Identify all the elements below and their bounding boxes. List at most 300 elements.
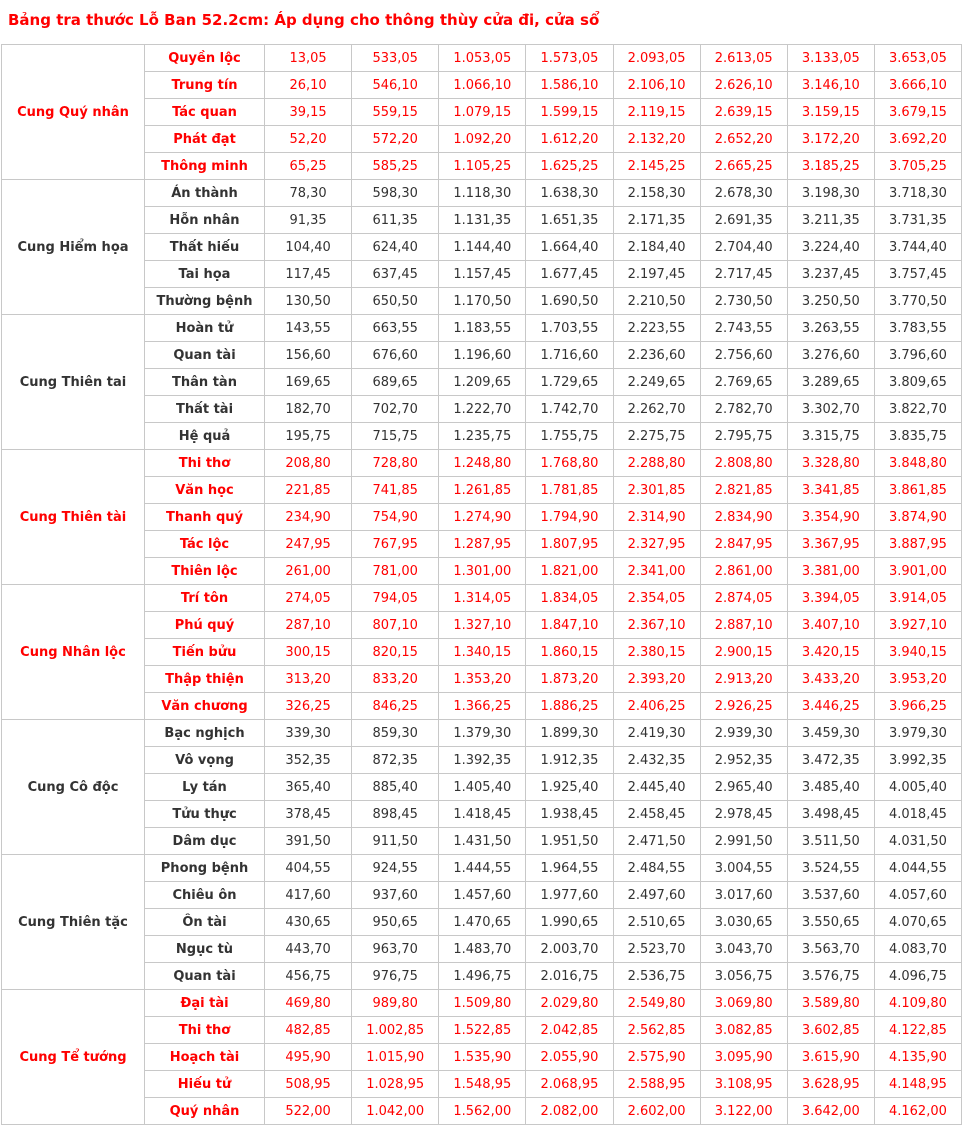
value-cell: 2.562,85 [613, 1017, 700, 1044]
value-cell: 1.599,15 [526, 99, 613, 126]
value-cell: 4.096,75 [874, 963, 961, 990]
value-cell: 1.990,65 [526, 909, 613, 936]
value-cell: 4.162,00 [874, 1098, 961, 1125]
value-cell: 2.887,10 [700, 612, 787, 639]
value-cell: 1.015,90 [352, 1044, 439, 1071]
row-label-cell: Hiếu tử [145, 1071, 265, 1098]
row-label-cell: Quý nhân [145, 1098, 265, 1125]
value-cell: 1.847,10 [526, 612, 613, 639]
row-label-cell: Thanh quý [145, 504, 265, 531]
table-row [2, 477, 962, 504]
value-cell: 794,05 [352, 585, 439, 612]
row-label-cell: Dâm dục [145, 828, 265, 855]
value-cell: 1.066,10 [439, 72, 526, 99]
value-cell: 3.315,75 [787, 423, 874, 450]
value-cell: 2.042,85 [526, 1017, 613, 1044]
value-cell: 807,10 [352, 612, 439, 639]
value-cell: 1.535,90 [439, 1044, 526, 1071]
row-label-cell: Tác quan [145, 99, 265, 126]
value-cell: 2.602,00 [613, 1098, 700, 1125]
row-label-cell: Ngục tù [145, 936, 265, 963]
value-cell: 4.083,70 [874, 936, 961, 963]
value-cell: 3.979,30 [874, 720, 961, 747]
value-cell: 339,30 [265, 720, 352, 747]
value-cell: 2.536,75 [613, 963, 700, 990]
value-cell: 781,00 [352, 558, 439, 585]
value-cell: 3.069,80 [700, 990, 787, 1017]
value-cell: 3.472,35 [787, 747, 874, 774]
row-label-cell: Thi thơ [145, 1017, 265, 1044]
value-cell: 3.043,70 [700, 936, 787, 963]
value-cell: 689,65 [352, 369, 439, 396]
value-cell: 1.042,00 [352, 1098, 439, 1125]
value-cell: 2.106,10 [613, 72, 700, 99]
table-row [2, 153, 962, 180]
value-cell: 937,60 [352, 882, 439, 909]
table-row [2, 612, 962, 639]
row-label-cell: Tửu thực [145, 801, 265, 828]
value-cell: 2.939,30 [700, 720, 787, 747]
value-cell: 4.031,50 [874, 828, 961, 855]
value-cell: 1.860,15 [526, 639, 613, 666]
table-row [2, 882, 962, 909]
row-label-cell: Thập thiện [145, 666, 265, 693]
value-cell: 559,15 [352, 99, 439, 126]
value-cell: 1.470,65 [439, 909, 526, 936]
table-row [2, 774, 962, 801]
value-cell: 3.108,95 [700, 1071, 787, 1098]
group-name-cell: Cung Thiên tai [2, 315, 145, 450]
row-label-cell: Quyền lộc [145, 45, 265, 72]
value-cell: 1.742,70 [526, 396, 613, 423]
value-cell: 3.731,35 [874, 207, 961, 234]
value-cell: 3.901,00 [874, 558, 961, 585]
value-cell: 2.158,30 [613, 180, 700, 207]
value-cell: 3.783,55 [874, 315, 961, 342]
value-cell: 3.172,20 [787, 126, 874, 153]
value-cell: 598,30 [352, 180, 439, 207]
value-cell: 1.612,20 [526, 126, 613, 153]
value-cell: 1.925,40 [526, 774, 613, 801]
loban-lookup-table [1, 44, 962, 1125]
value-cell: 1.912,35 [526, 747, 613, 774]
value-cell: 2.652,20 [700, 126, 787, 153]
table-row [2, 261, 962, 288]
row-label-cell: Thiên lộc [145, 558, 265, 585]
value-cell: 1.366,25 [439, 693, 526, 720]
value-cell: 1.274,90 [439, 504, 526, 531]
value-cell: 2.821,85 [700, 477, 787, 504]
row-label-cell: Hoạch tài [145, 1044, 265, 1071]
value-cell: 2.406,25 [613, 693, 700, 720]
row-label-cell: Hỗn nhân [145, 207, 265, 234]
value-cell: 1.690,50 [526, 288, 613, 315]
table-row [2, 585, 962, 612]
value-cell: 352,35 [265, 747, 352, 774]
value-cell: 1.353,20 [439, 666, 526, 693]
value-cell: 1.392,35 [439, 747, 526, 774]
table-row [2, 1098, 962, 1125]
row-label-cell: Thi thơ [145, 450, 265, 477]
value-cell: 3.718,30 [874, 180, 961, 207]
value-cell: 3.433,20 [787, 666, 874, 693]
row-label-cell: Án thành [145, 180, 265, 207]
value-cell: 3.887,95 [874, 531, 961, 558]
value-cell: 2.275,75 [613, 423, 700, 450]
value-cell: 1.977,60 [526, 882, 613, 909]
value-cell: 261,00 [265, 558, 352, 585]
value-cell: 3.146,10 [787, 72, 874, 99]
value-cell: 3.666,10 [874, 72, 961, 99]
value-cell: 3.459,30 [787, 720, 874, 747]
value-cell: 1.301,00 [439, 558, 526, 585]
value-cell: 1.794,90 [526, 504, 613, 531]
page [0, 9, 963, 1125]
value-cell: 1.248,80 [439, 450, 526, 477]
value-cell: 2.834,90 [700, 504, 787, 531]
value-cell: 1.444,55 [439, 855, 526, 882]
value-cell: 3.498,45 [787, 801, 874, 828]
table-row [2, 828, 962, 855]
row-label-cell: Thông minh [145, 153, 265, 180]
value-cell: 3.328,80 [787, 450, 874, 477]
value-cell: 1.951,50 [526, 828, 613, 855]
value-cell: 2.314,90 [613, 504, 700, 531]
value-cell: 2.380,15 [613, 639, 700, 666]
value-cell: 2.236,60 [613, 342, 700, 369]
table-row [2, 1044, 962, 1071]
value-cell: 1.522,85 [439, 1017, 526, 1044]
row-label-cell: Chiêu ôn [145, 882, 265, 909]
table-row [2, 909, 962, 936]
value-cell: 2.626,10 [700, 72, 787, 99]
row-label-cell: Quan tài [145, 342, 265, 369]
table-row [2, 207, 962, 234]
value-cell: 533,05 [352, 45, 439, 72]
value-cell: 3.589,80 [787, 990, 874, 1017]
value-cell: 482,85 [265, 1017, 352, 1044]
value-cell: 2.484,55 [613, 855, 700, 882]
value-cell: 2.588,95 [613, 1071, 700, 1098]
value-cell: 637,45 [352, 261, 439, 288]
value-cell: 3.744,40 [874, 234, 961, 261]
value-cell: 2.301,85 [613, 477, 700, 504]
value-cell: 1.638,30 [526, 180, 613, 207]
value-cell: 4.122,85 [874, 1017, 961, 1044]
table-row [2, 315, 962, 342]
group-name-cell: Cung Tể tướng [2, 990, 145, 1125]
value-cell: 2.965,40 [700, 774, 787, 801]
row-label-cell: Văn chương [145, 693, 265, 720]
row-label-cell: Văn học [145, 477, 265, 504]
value-cell: 3.030,65 [700, 909, 787, 936]
value-cell: 182,70 [265, 396, 352, 423]
value-cell: 4.070,65 [874, 909, 961, 936]
value-cell: 2.082,00 [526, 1098, 613, 1125]
table-row [2, 234, 962, 261]
value-cell: 1.729,65 [526, 369, 613, 396]
value-cell: 4.109,80 [874, 990, 961, 1017]
value-cell: 430,65 [265, 909, 352, 936]
table-row [2, 450, 962, 477]
table-row [2, 801, 962, 828]
value-cell: 663,55 [352, 315, 439, 342]
value-cell: 3.537,60 [787, 882, 874, 909]
value-cell: 1.002,85 [352, 1017, 439, 1044]
value-cell: 1.573,05 [526, 45, 613, 72]
value-cell: 1.261,85 [439, 477, 526, 504]
value-cell: 1.716,60 [526, 342, 613, 369]
row-label-cell: Tiến bửu [145, 639, 265, 666]
value-cell: 456,75 [265, 963, 352, 990]
value-cell: 872,35 [352, 747, 439, 774]
value-cell: 4.148,95 [874, 1071, 961, 1098]
value-cell: 2.288,80 [613, 450, 700, 477]
value-cell: 2.691,35 [700, 207, 787, 234]
value-cell: 2.978,45 [700, 801, 787, 828]
value-cell: 911,50 [352, 828, 439, 855]
value-cell: 1.144,40 [439, 234, 526, 261]
value-cell: 3.914,05 [874, 585, 961, 612]
value-cell: 1.586,10 [526, 72, 613, 99]
value-cell: 2.900,15 [700, 639, 787, 666]
row-label-cell: Phát đạt [145, 126, 265, 153]
value-cell: 650,50 [352, 288, 439, 315]
row-label-cell: Phong bệnh [145, 855, 265, 882]
value-cell: 754,90 [352, 504, 439, 531]
value-cell: 1.209,65 [439, 369, 526, 396]
value-cell: 26,10 [265, 72, 352, 99]
value-cell: 1.118,30 [439, 180, 526, 207]
row-label-cell: Thất hiếu [145, 234, 265, 261]
row-label-cell: Tai họa [145, 261, 265, 288]
row-label-cell: Thường bệnh [145, 288, 265, 315]
value-cell: 3.224,40 [787, 234, 874, 261]
value-cell: 287,10 [265, 612, 352, 639]
value-cell: 1.562,00 [439, 1098, 526, 1125]
value-cell: 2.132,20 [613, 126, 700, 153]
row-label-cell: Thân tàn [145, 369, 265, 396]
row-label-cell: Hoàn tử [145, 315, 265, 342]
value-cell: 208,80 [265, 450, 352, 477]
table-row [2, 423, 962, 450]
value-cell: 3.004,55 [700, 855, 787, 882]
table-row [2, 666, 962, 693]
value-cell: 2.171,35 [613, 207, 700, 234]
value-cell: 2.471,50 [613, 828, 700, 855]
value-cell: 846,25 [352, 693, 439, 720]
value-cell: 3.822,70 [874, 396, 961, 423]
value-cell: 2.730,50 [700, 288, 787, 315]
value-cell: 2.613,05 [700, 45, 787, 72]
value-cell: 2.874,05 [700, 585, 787, 612]
value-cell: 13,05 [265, 45, 352, 72]
table-row [2, 369, 962, 396]
value-cell: 391,50 [265, 828, 352, 855]
page-title: Bảng tra thước Lỗ Ban 52.2cm: Áp dụng cho thông thùy cửa đi, cửa sổ [8, 11, 600, 29]
value-cell: 1.079,15 [439, 99, 526, 126]
value-cell: 1.196,60 [439, 342, 526, 369]
value-cell: 1.418,45 [439, 801, 526, 828]
value-cell: 2.184,40 [613, 234, 700, 261]
table-row [2, 558, 962, 585]
value-cell: 443,70 [265, 936, 352, 963]
value-cell: 2.367,10 [613, 612, 700, 639]
value-cell: 2.926,25 [700, 693, 787, 720]
value-cell: 2.393,20 [613, 666, 700, 693]
value-cell: 1.483,70 [439, 936, 526, 963]
value-cell: 1.340,15 [439, 639, 526, 666]
value-cell: 1.105,25 [439, 153, 526, 180]
value-cell: 274,05 [265, 585, 352, 612]
value-cell: 702,70 [352, 396, 439, 423]
value-cell: 3.420,15 [787, 639, 874, 666]
value-cell: 3.861,85 [874, 477, 961, 504]
value-cell: 3.133,05 [787, 45, 874, 72]
value-cell: 1.651,35 [526, 207, 613, 234]
value-cell: 1.028,95 [352, 1071, 439, 1098]
value-cell: 1.768,80 [526, 450, 613, 477]
row-label-cell: Quan tài [145, 963, 265, 990]
value-cell: 1.379,30 [439, 720, 526, 747]
value-cell: 820,15 [352, 639, 439, 666]
row-label-cell: Trí tôn [145, 585, 265, 612]
table-row [2, 1017, 962, 1044]
value-cell: 1.222,70 [439, 396, 526, 423]
value-cell: 2.445,40 [613, 774, 700, 801]
value-cell: 2.029,80 [526, 990, 613, 1017]
value-cell: 2.341,00 [613, 558, 700, 585]
value-cell: 611,35 [352, 207, 439, 234]
value-cell: 1.899,30 [526, 720, 613, 747]
value-cell: 2.419,30 [613, 720, 700, 747]
value-cell: 3.159,15 [787, 99, 874, 126]
table-row [2, 990, 962, 1017]
value-cell: 924,55 [352, 855, 439, 882]
value-cell: 767,95 [352, 531, 439, 558]
value-cell: 52,20 [265, 126, 352, 153]
value-cell: 3.835,75 [874, 423, 961, 450]
value-cell: 417,60 [265, 882, 352, 909]
value-cell: 963,70 [352, 936, 439, 963]
value-cell: 91,35 [265, 207, 352, 234]
value-cell: 2.003,70 [526, 936, 613, 963]
row-label-cell: Tác lộc [145, 531, 265, 558]
value-cell: 3.302,70 [787, 396, 874, 423]
value-cell: 2.223,55 [613, 315, 700, 342]
value-cell: 976,75 [352, 963, 439, 990]
value-cell: 104,40 [265, 234, 352, 261]
value-cell: 1.131,35 [439, 207, 526, 234]
value-cell: 624,40 [352, 234, 439, 261]
value-cell: 3.122,00 [700, 1098, 787, 1125]
value-cell: 4.005,40 [874, 774, 961, 801]
value-cell: 469,80 [265, 990, 352, 1017]
value-cell: 2.861,00 [700, 558, 787, 585]
value-cell: 508,95 [265, 1071, 352, 1098]
value-cell: 3.354,90 [787, 504, 874, 531]
value-cell: 1.170,50 [439, 288, 526, 315]
value-cell: 2.249,65 [613, 369, 700, 396]
value-cell: 585,25 [352, 153, 439, 180]
value-cell: 2.952,35 [700, 747, 787, 774]
value-cell: 2.093,05 [613, 45, 700, 72]
value-cell: 2.210,50 [613, 288, 700, 315]
value-cell: 1.314,05 [439, 585, 526, 612]
value-cell: 2.808,80 [700, 450, 787, 477]
value-cell: 326,25 [265, 693, 352, 720]
row-label-cell: Bạc nghịch [145, 720, 265, 747]
value-cell: 3.446,25 [787, 693, 874, 720]
value-cell: 3.367,95 [787, 531, 874, 558]
value-cell: 65,25 [265, 153, 352, 180]
value-cell: 221,85 [265, 477, 352, 504]
table-row [2, 639, 962, 666]
value-cell: 3.602,85 [787, 1017, 874, 1044]
value-cell: 1.664,40 [526, 234, 613, 261]
value-cell: 2.575,90 [613, 1044, 700, 1071]
value-cell: 3.524,55 [787, 855, 874, 882]
value-cell: 1.964,55 [526, 855, 613, 882]
table-row [2, 747, 962, 774]
value-cell: 1.157,45 [439, 261, 526, 288]
value-cell: 4.057,60 [874, 882, 961, 909]
value-cell: 1.886,25 [526, 693, 613, 720]
table-row [2, 126, 962, 153]
value-cell: 833,20 [352, 666, 439, 693]
value-cell: 546,10 [352, 72, 439, 99]
value-cell: 404,55 [265, 855, 352, 882]
value-cell: 3.809,65 [874, 369, 961, 396]
value-cell: 2.327,95 [613, 531, 700, 558]
value-cell: 522,00 [265, 1098, 352, 1125]
value-cell: 3.953,20 [874, 666, 961, 693]
value-cell: 2.523,70 [613, 936, 700, 963]
table-row [2, 720, 962, 747]
row-label-cell: Thất tài [145, 396, 265, 423]
value-cell: 3.289,65 [787, 369, 874, 396]
value-cell: 2.847,95 [700, 531, 787, 558]
value-cell: 741,85 [352, 477, 439, 504]
value-cell: 3.198,30 [787, 180, 874, 207]
value-cell: 3.381,00 [787, 558, 874, 585]
table-row [2, 180, 962, 207]
table-row [2, 288, 962, 315]
group-name-cell: Cung Cô độc [2, 720, 145, 855]
value-cell: 4.044,55 [874, 855, 961, 882]
value-cell: 3.550,65 [787, 909, 874, 936]
value-cell: 3.615,90 [787, 1044, 874, 1071]
value-cell: 1.781,85 [526, 477, 613, 504]
value-cell: 195,75 [265, 423, 352, 450]
value-cell: 378,45 [265, 801, 352, 828]
table-row [2, 396, 962, 423]
value-cell: 3.211,35 [787, 207, 874, 234]
table-row [2, 342, 962, 369]
group-name-cell: Cung Quý nhân [2, 45, 145, 180]
value-cell: 1.625,25 [526, 153, 613, 180]
value-cell: 3.770,50 [874, 288, 961, 315]
value-cell: 4.018,45 [874, 801, 961, 828]
value-cell: 3.237,45 [787, 261, 874, 288]
value-cell: 143,55 [265, 315, 352, 342]
value-cell: 2.497,60 [613, 882, 700, 909]
value-cell: 169,65 [265, 369, 352, 396]
value-cell: 3.705,25 [874, 153, 961, 180]
value-cell: 3.563,70 [787, 936, 874, 963]
value-cell: 3.679,15 [874, 99, 961, 126]
value-cell: 2.756,60 [700, 342, 787, 369]
